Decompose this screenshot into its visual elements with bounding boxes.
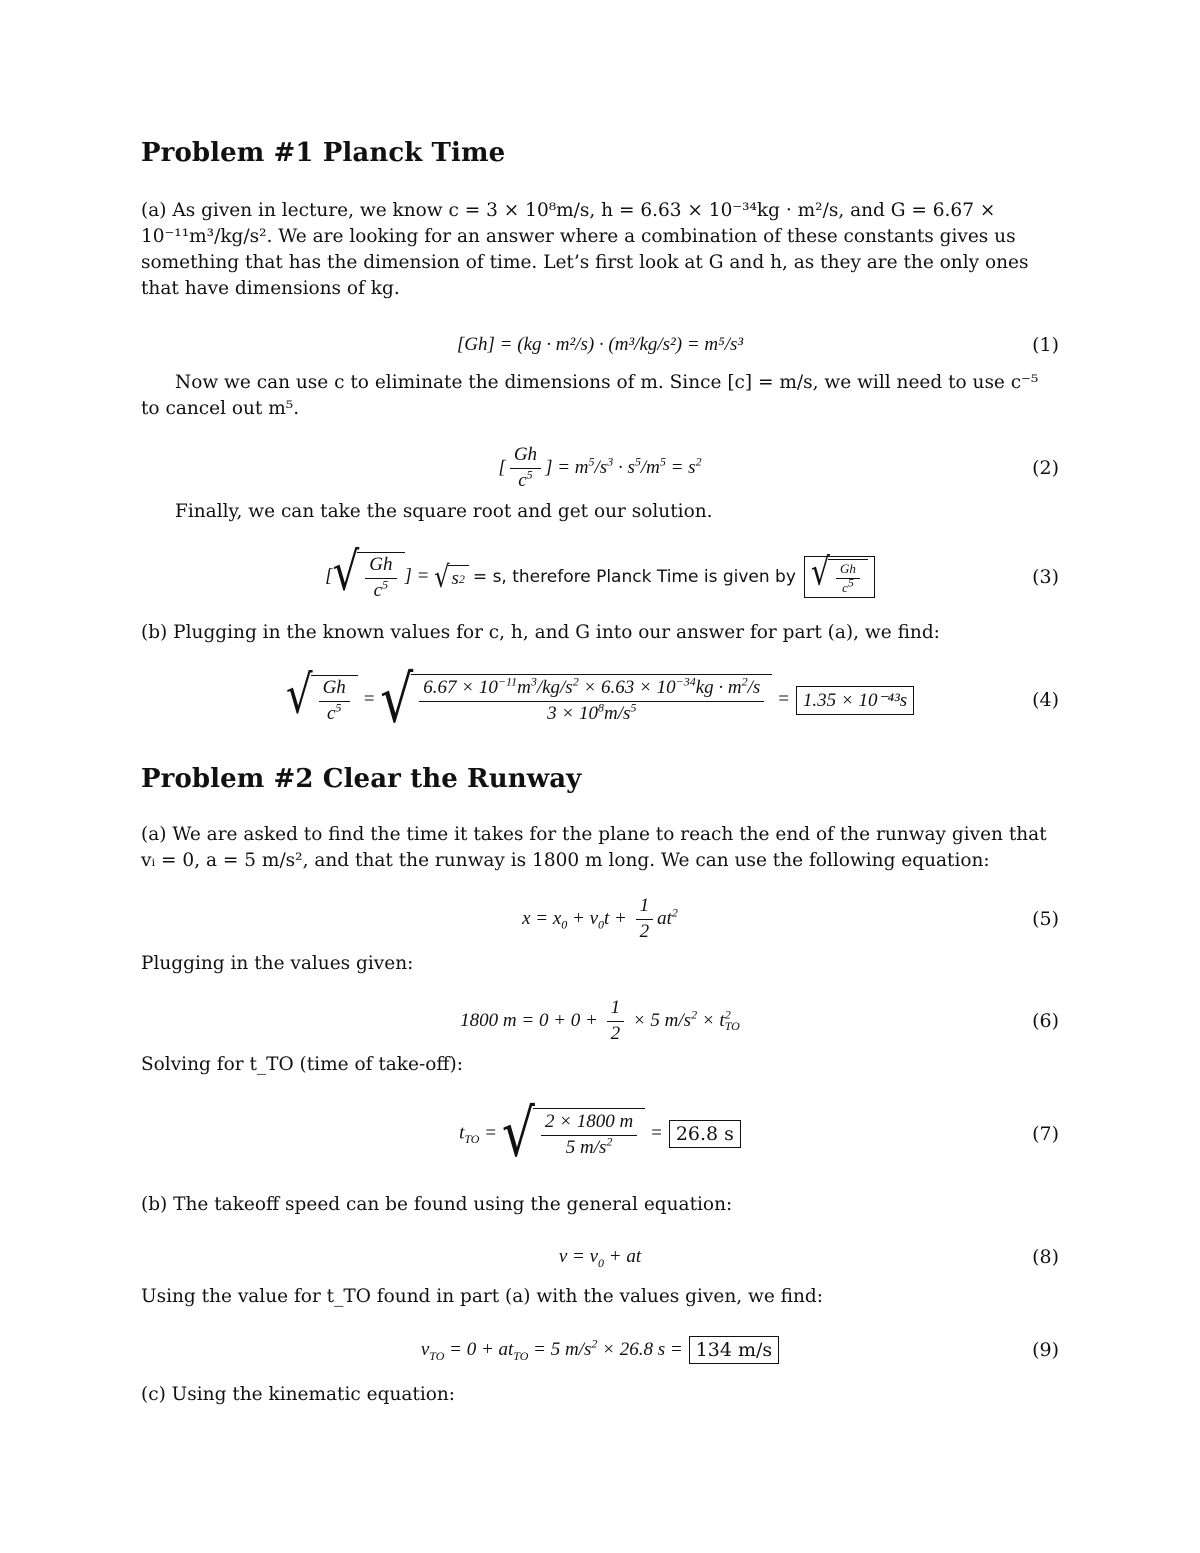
text-square-root: Finally, we can take the square root and get our solution.: [175, 501, 713, 522]
takeoff-time-boxed: 26.8 s: [669, 1120, 741, 1148]
equation-1-number: (1): [1032, 334, 1059, 356]
equation-7: [141, 1098, 1059, 1170]
equation-9: [141, 1334, 1059, 1366]
equation-4-number: (4): [1032, 689, 1059, 711]
equation-9-number: (9): [1032, 1339, 1059, 1361]
text-using-value: [141, 1284, 1059, 1310]
problem-2-part-b-paragraph: [141, 1192, 1059, 1218]
problem-2-heading: Problem #2 Clear the Runway: [141, 764, 582, 794]
equation-4: [141, 662, 1059, 738]
equation-4-body: √ $\frac{Gh}{c^5}$ = √ $\frac{6.67 \times 10^{-11}m^3/kg/s^2 \times 6.63 \times 10^{-34}kg \cdot m^2/s}{3 \times 10^8m/s^5}$ =: [285, 662, 790, 738]
part-b-text: Plugging in the known values for c, h, and G into our answer for part (a), we find:: [167, 622, 940, 643]
takeoff-speed-boxed: 134 m/s: [689, 1336, 779, 1364]
equation-1: [141, 330, 1059, 360]
p2-part-a-text: We are asked to find the time it takes for the plane to reach the end of the runway given that vᵢ = 0, a = 5 m/s², and that the runway is 1800 m long. We can use the following equation:: [141, 824, 1047, 871]
equation-9-body: $v_{TO} = 0 + at_{TO} = 5$ $m/s^2 \times 26.8$ s =: [420, 1336, 683, 1363]
p2-part-b-text: The takeoff speed can be found using the general equation:: [167, 1194, 733, 1215]
equation-5: [141, 892, 1059, 946]
equation-2-body: [ $\frac{Gh}{c^5}$ ] = $m^5/s^3 \cdot s^5/m^5 = s^2$: [498, 443, 702, 491]
problem-2-part-a-paragraph: [141, 822, 1059, 874]
equation-2: [141, 440, 1059, 496]
equation-6-number: (6): [1032, 1010, 1059, 1032]
part-a-text: As given in lecture, we know c = 3 × 10⁸m/s, h = 6.63 × 10⁻³⁴kg · m²/s, and G = 6.67 × 10⁻¹¹m³/kg/s². We are looking for an answer where a combination of these constants gives us something that has the dimension of time. Let’s first look at G and h, as they are the only ones that have dimensions of kg.: [141, 200, 1029, 299]
problem-1-text-3: [141, 499, 1059, 525]
problem-1-part-b-paragraph: [141, 620, 1059, 646]
problem-2-part-c-paragraph: [141, 1382, 1059, 1408]
equation-2-number: (2): [1032, 457, 1059, 479]
p2-part-c-text: Using the kinematic equation:: [165, 1384, 456, 1405]
equation-5-body: $x = x_0 + v_0t$ + $\frac{1}{2}$ $at^2$: [522, 894, 678, 942]
p2-part-a-label: (a): [141, 824, 167, 845]
equation-7-number: (7): [1032, 1123, 1059, 1145]
text-plugging-in: [141, 951, 1059, 977]
equation-3: [141, 540, 1059, 606]
p2-part-c-label: (c): [141, 1384, 166, 1405]
equation-6: [141, 994, 1059, 1048]
equation-3-body: [ √ $\frac{Gh}{c^5}$ ] = √ s 2: [325, 552, 469, 602]
planck-time-boxed: √ $\frac{Gh}{c^5}$: [804, 556, 875, 599]
equation-6-body: 1800 m = 0 + 0 + $\frac{1}{2}$ × 5 $m/s^2 \times t^2_{TO}$: [460, 996, 740, 1044]
text-solving-for: [141, 1052, 1059, 1078]
problem-1-heading: Problem #1 Planck Time: [141, 138, 506, 168]
problem-1-part-a-paragraph: [141, 198, 1059, 302]
planck-time-value-boxed: 1.35 × 10⁻⁴³s: [796, 686, 914, 715]
equation-7-body: $t_{TO}$ = √ $\frac{2 \times 1800 m}{5 m/s^2}$ =: [459, 1096, 663, 1172]
text-eliminate-m: Now we can use c to eliminate the dimensions of m. Since [c] = m/s, we will need to use c⁻⁵ to cancel out m⁵.: [141, 372, 1039, 419]
equation-1-body: [Gh] = (kg · m²/s) · (m³/kg/s²) = m⁵/s³: [456, 334, 744, 355]
plugging-in-label: Plugging in the values given:: [141, 953, 414, 974]
p2-part-b-label: (b): [141, 1194, 168, 1215]
solving-for-label: Solving for t_TO (time of take-off):: [141, 1054, 463, 1075]
equation-8-body: $v = v_0$ + at: [558, 1246, 642, 1270]
equation-3-text: = s, therefore Planck Time is given by: [472, 567, 796, 587]
equation-5-number: (5): [1032, 908, 1059, 930]
equation-8: [141, 1242, 1059, 1272]
part-a-label: (a): [141, 200, 167, 221]
problem-1-text-2: [141, 370, 1059, 422]
equation-8-number: (8): [1032, 1246, 1059, 1268]
part-b-label: (b): [141, 622, 168, 643]
using-value-label: Using the value for t_TO found in part (a) with the values given, we find:: [141, 1286, 823, 1307]
equation-3-number: (3): [1032, 566, 1059, 588]
